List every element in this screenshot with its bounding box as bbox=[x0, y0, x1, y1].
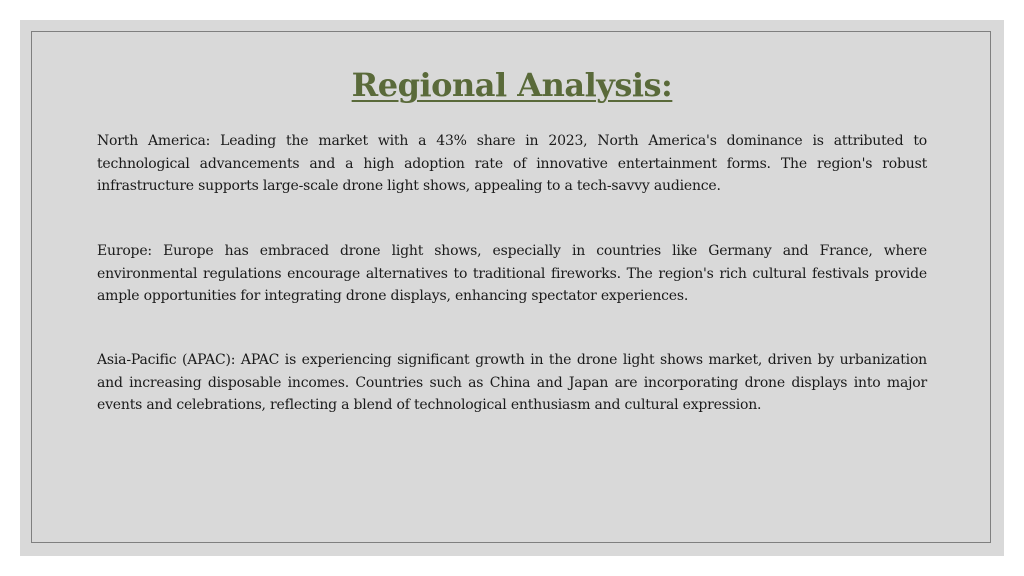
slide-frame bbox=[31, 31, 991, 543]
paragraph-north-america: North America: Leading the market with a 43% share in 2023, North America's dominance is attributed to technological advancements and a high adoption rate of innovative entertainment forms. The region's robust infrastructure supports large-scale drone light shows, appealing to a tech-savvy audience. bbox=[97, 133, 927, 194]
slide bbox=[20, 20, 1004, 556]
paragraph-europe: Europe: Europe has embraced drone light shows, especially in countries like Germany and France, where environmental regulations encourage alternatives to traditional fireworks. The region's rich cultural festivals provide ample opportunities for integrating drone displays, enhancing spectator experiences. bbox=[97, 243, 927, 304]
paragraph-asia-pacific: Asia-Pacific (APAC): APAC is experiencing significant growth in the drone light shows market, driven by urbanization and increasing disposable incomes. Countries such as China and Japan are incorporating drone displays into major events and celebrations, reflecting a blend of technological enthusiasm and cultural expression. bbox=[97, 352, 927, 413]
slide-title: Regional Analysis: bbox=[351, 66, 673, 104]
